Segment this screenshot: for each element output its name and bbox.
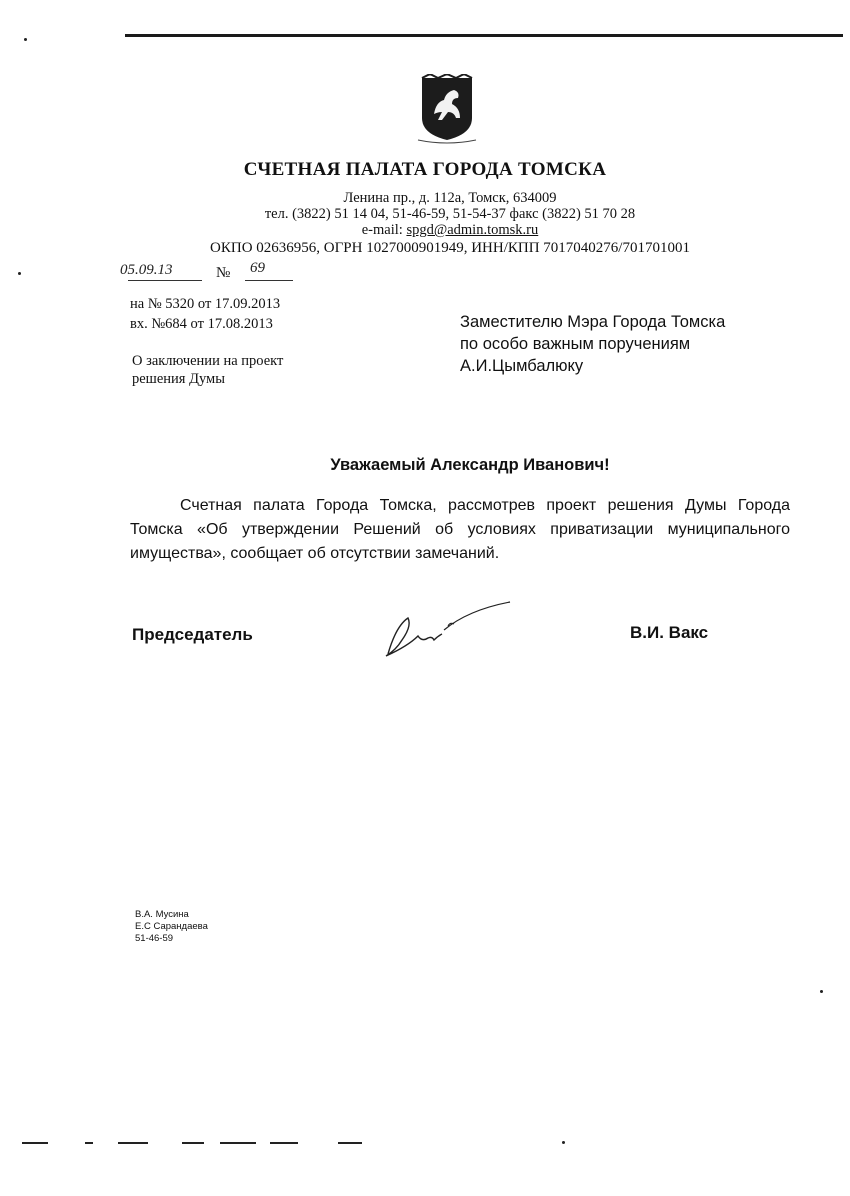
- scan-speck: [562, 1141, 565, 1144]
- scan-speck: [18, 272, 21, 275]
- addressee-line-1: Заместителю Мэра Города Томска: [460, 313, 726, 331]
- outgoing-number-handwritten: 69: [250, 260, 265, 276]
- organization-email: spgd@admin.tomsk.ru: [406, 222, 539, 238]
- email-label: e-mail:: [361, 222, 403, 238]
- addressee-line-3: А.И.Цымбалюку: [460, 357, 584, 375]
- number-sign: №: [216, 265, 231, 281]
- scan-edge-mark: [118, 1142, 148, 1144]
- letter-body: Счетная палата Города Томска, рассмотрев проект решения Думы Города Томска «Об утверждении Решений об условиях приватизации муниципального имущества», сообщает об отсутствии замечаний.: [130, 497, 790, 562]
- reply-reference: на № 5320 от 17.09.2013: [130, 296, 281, 312]
- signatory-title: Председатель: [132, 625, 253, 644]
- salutation: Уважаемый Александр Иванович!: [330, 456, 610, 474]
- top-rule: [125, 34, 843, 37]
- signatory-name: В.И. Вакс: [630, 623, 709, 642]
- organization-phones: тел. (3822) 51 14 04, 51-46-59, 51-54-37 факс (3822) 51 70 28: [264, 206, 636, 222]
- scan-speck: [24, 38, 27, 41]
- scan-edge-mark: [220, 1142, 256, 1144]
- scan-edge-mark: [22, 1142, 48, 1144]
- handwritten-signature: [378, 596, 518, 666]
- outgoing-date-handwritten: 05.09.13: [120, 262, 173, 278]
- scan-edge-mark: [338, 1142, 362, 1144]
- scan-edge-mark: [270, 1142, 298, 1144]
- organization-registry-codes: ОКПО 02636956, ОГРН 1027000901949, ИНН/КПП 7017040276/701701001: [210, 240, 690, 256]
- incoming-reference: вх. №684 от 17.08.2013: [130, 316, 273, 332]
- scan-edge-mark: [85, 1142, 93, 1144]
- scan-edge-mark: [182, 1142, 204, 1144]
- scan-speck: [820, 990, 823, 993]
- addressee-line-2: по особо важным поручениям: [460, 335, 691, 353]
- date-underline: [128, 280, 202, 281]
- subject-line-1: О заключении на проект: [132, 353, 284, 369]
- city-coat-of-arms-icon: [416, 74, 478, 144]
- subject-line-2: решения Думы: [132, 371, 225, 387]
- organization-email-line: [0, 222, 850, 239]
- executor-phone: 51-46-59: [135, 933, 174, 944]
- organization-address: Ленина пр., д. 112а, Томск, 634009: [343, 190, 557, 206]
- executor-1: В.А. Мусина: [135, 909, 189, 920]
- outgoing-number-block: [120, 262, 320, 284]
- number-underline: [245, 280, 293, 281]
- executor-2: Е.С Сарандаева: [135, 921, 208, 932]
- organization-name: СЧЕТНАЯ ПАЛАТА ГОРОДА ТОМСКА: [243, 159, 607, 180]
